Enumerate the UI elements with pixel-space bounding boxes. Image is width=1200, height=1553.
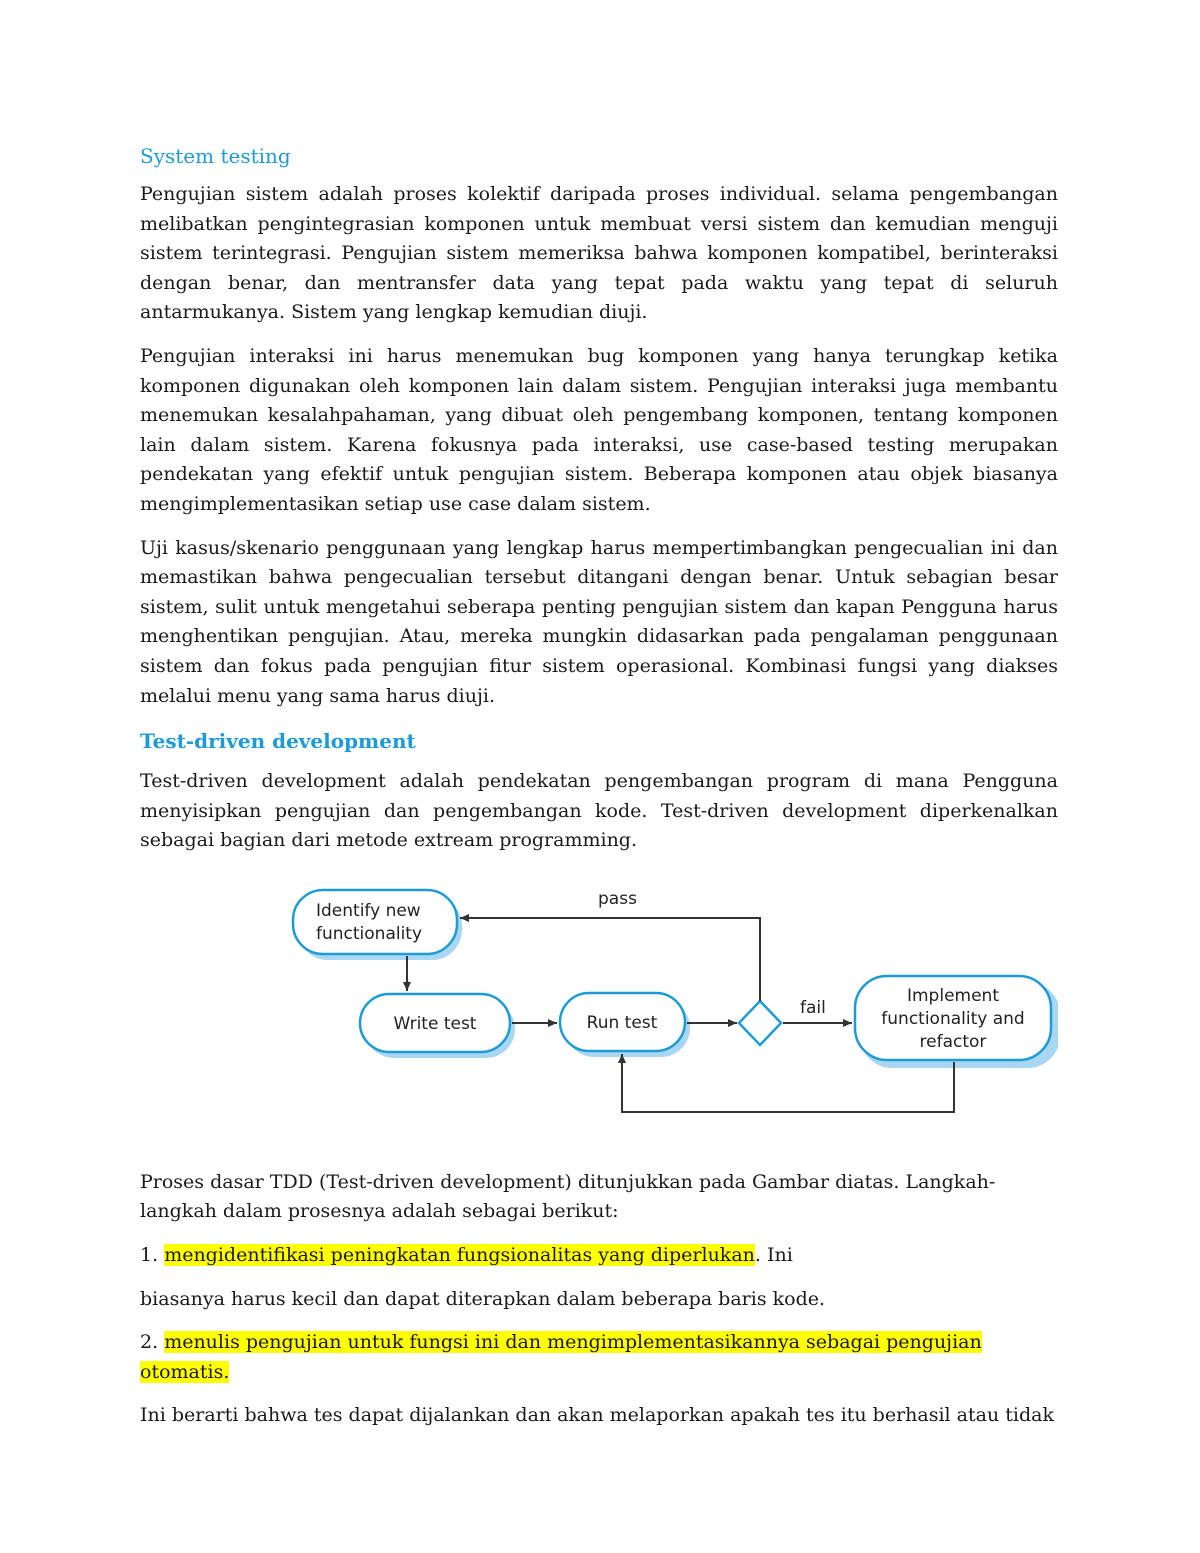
tdd-diagram-svg — [140, 872, 1058, 1132]
paragraph-tdd-intro: Test-driven development adalah pendekatan pengembangan program di mana Pengguna menyisipkan pengujian dan pengembangan kode. Test-driven development diperkenalkan sebagai bagian dari metode extream programming. — [140, 770, 1058, 852]
step-2-highlight: menulis pengujian untuk fungsi ini dan mengimplementasikannya sebagai pengujian otomatis. — [140, 1331, 982, 1383]
paragraph-system-testing-1: Pengujian sistem adalah proses kolektif daripada proses individual. selama pengembangan melibatkan pengintegrasian komponen untuk membuat versi sistem dan kemudian menguji sistem terintegrasi. Pengujian sistem memeriksa bahwa komponen kompatibel, berinteraksi dengan benar, dan mentransfer data yang tepat pada waktu yang tepat di seluruh antarmukanya. Sistem yang lengkap kemudian diuji. — [140, 183, 1058, 324]
tdd-process-diagram — [140, 872, 1058, 1132]
step-2-number: 2. — [140, 1331, 159, 1354]
heading-system-testing: System testing — [140, 144, 291, 168]
step-1-highlight: mengidentifikasi peningkatan fungsionalitas yang diperlukan — [164, 1244, 755, 1267]
step-1-tail: . Ini — [754, 1244, 793, 1267]
node-run-label: Run test — [586, 1012, 658, 1033]
paragraph-system-testing-2: Pengujian interaksi ini harus menemukan bug komponen yang hanya terungkap ketika komponen digunakan oleh komponen lain dalam sistem. Pengujian interaksi juga membantu menemukan kesalahpahaman, yang dibuat oleh pengembang komponen, tentang komponen lain dalam sistem. Karena fokusnya pada interaksi, use case-based testing merupakan pendekatan yang efektif untuk pengujian sistem. Beberapa komponen atau objek biasanya mengimplementasikan setiap use case dalam sistem. — [140, 344, 1058, 515]
node-implement-refactor — [855, 976, 1058, 1068]
node-implement-label-3: refactor — [919, 1031, 987, 1052]
node-identify-new-functionality — [293, 890, 462, 960]
step-1-number: 1. — [140, 1244, 159, 1267]
step-1 — [140, 1241, 1058, 1271]
node-write-label: Write test — [393, 1013, 477, 1034]
node-identify-label-1: Identify new — [316, 900, 421, 921]
node-identify-label-2: functionality — [316, 923, 423, 944]
edge-label-fail: fail — [800, 997, 826, 1018]
step-2-continuation: Ini berarti bahwa tes dapat dijalankan dan akan melaporkan apakah tes itu berhasil atau tidak — [140, 1404, 1054, 1427]
paragraph-system-testing-3: Uji kasus/skenario penggunaan yang lengkap harus mempertimbangkan pengecualian ini dan memastikan bahwa pengecualian tersebut ditangani dengan benar. Untuk sebagian besar sistem, sulit untuk mengetahui seberapa penting pengujian sistem dan kapan Pengguna harus menghentikan pengujian. Atau, mereka mungkin didasarkan pada pengalaman penggunaan sistem dan fokus pada pengujian fitur sistem operasional. Kombinasi fungsi yang diakses melalui menu yang sama harus diuji. — [140, 536, 1058, 707]
node-implement-label-2: functionality and — [881, 1008, 1025, 1029]
node-write-test — [360, 994, 515, 1058]
edge-decision-pass — [460, 918, 760, 1001]
node-implement-label-1: Implement — [906, 985, 1000, 1006]
edge-label-pass: pass — [598, 888, 637, 909]
heading-test-driven-development: Test-driven development — [140, 729, 416, 754]
step-2 — [140, 1328, 1058, 1387]
document-page — [140, 138, 1058, 1445]
paragraph-tdd-steps-intro: Proses dasar TDD (Test-driven development) ditunjukkan pada Gambar diatas. Langkah-langkah dalam prosesnya adalah sebagai berikut: — [140, 1170, 996, 1223]
step-1-continuation: biasanya harus kecil dan dapat diterapkan dalam beberapa baris kode. — [140, 1287, 826, 1310]
decision-diamond — [739, 1001, 781, 1045]
node-run-test — [560, 993, 690, 1057]
